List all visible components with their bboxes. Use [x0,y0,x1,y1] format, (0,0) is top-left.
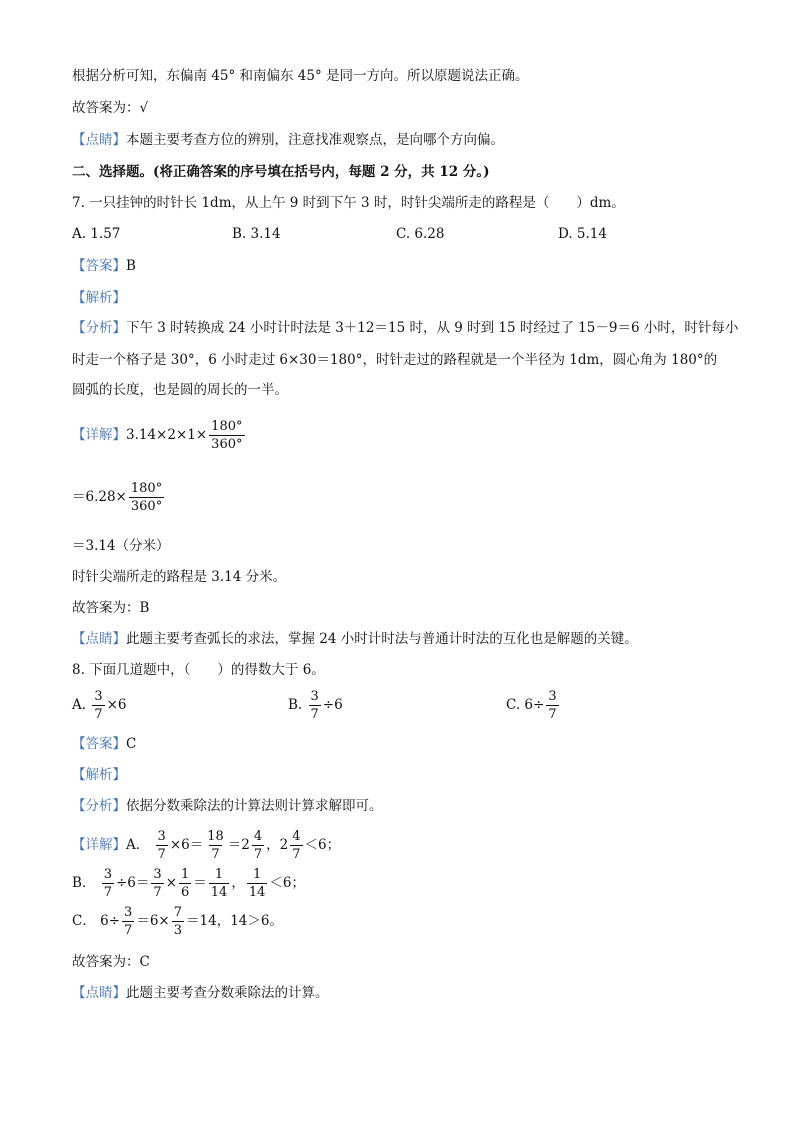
comment-tag: 【点睛】 [72,985,126,1001]
frac-num: 1 [181,867,190,882]
frac-den: 360° [130,499,163,514]
frac-den: 7 [211,847,220,862]
frac-den: 7 [253,847,263,862]
fraction-4-7 [290,829,302,862]
q6-answer: 故答案为：√ [72,100,149,116]
frac-num: 3 [94,689,103,704]
q7-detail-line2 [72,480,166,514]
frac-den: 7 [157,847,166,862]
section-title: 二、选择题。(将正确答案的序号填在括号内，每题 2 分，共 12 分。) [72,164,490,180]
answer-value: C [126,736,137,752]
frac-num: 18 [207,829,224,844]
expr: ＝6× [136,913,170,929]
q8-fenxi [72,796,383,816]
expr: ×6＝ [169,837,204,853]
q8-final-answer: 故答案为：C [72,954,150,970]
fraction-4-7 [252,829,264,862]
fraction-3-7 [102,867,114,900]
fraction-3-7 [309,689,321,722]
detail-tag: 【详解】 [72,837,126,853]
expr: ＝ [193,875,207,891]
frac-den: 7 [310,707,319,722]
item-label: C． [72,913,96,929]
answer-value: B [126,258,136,274]
frac-num: 1 [214,867,224,882]
q7-answer [72,256,136,276]
fraction-3-7 [151,867,163,900]
analysis-tag: 【解析】 [72,290,126,306]
q8-analysis-tag [72,765,126,785]
detail-expr2: ＝6.28× [72,489,127,505]
frac-num: 180° [130,481,163,496]
frac-num: 3 [103,867,112,882]
frac-num: 180° [211,419,243,434]
detail-tag: 【详解】 [72,427,126,443]
fraction-3-7 [122,905,134,938]
q8-option-b [288,688,343,722]
item-label: B． [72,875,96,891]
q7-fenxi-line2: 时走一个格子是 30°，6 小时走过 6×30＝180°，时针走过的路程就是一个半径为 1dm，圆心角为 180°的 [72,352,718,368]
frac-num: 3 [548,689,557,704]
fraction-1-14 [209,867,230,900]
comment-text: 此题主要考查分数乘除法的计算。 [126,985,329,1001]
frac-den: 360° [211,437,243,452]
expr: ÷6＝ [116,875,150,891]
frac-den: 7 [124,923,133,938]
frac-den: 6 [181,885,190,900]
q7-analysis-tag [72,288,126,308]
q8-comment [72,983,329,1003]
fraction-18-7 [205,829,226,862]
analysis-tag: 【解析】 [72,767,126,783]
q8-stem: 8. 下面几道题中，（ ）的得数大于 6。 [72,662,325,678]
q8-option-c [506,688,561,722]
fraction-180-360 [209,419,244,452]
frac-num: 3 [153,867,162,882]
q6-comment [72,130,504,150]
frac-den: 7 [94,707,103,722]
frac-den: 14 [248,885,266,900]
q8-detail-c [72,904,283,938]
fenxi-tag: 【分析】 [72,320,126,336]
comment-tag: 【点睛】 [72,132,126,148]
q7-fenxi-line1 [72,318,738,338]
frac-num: 3 [157,829,166,844]
q6-conclusion: 根据分析可知，东偏南 45° 和南偏东 45° 是同一方向。所以原题说法正确。 [72,68,529,84]
q8-option-a [72,688,127,722]
answer-tag: 【答案】 [72,258,126,274]
frac-num: 3 [124,905,133,920]
q7-detail-line1 [72,418,247,452]
comment-tag: 【点睛】 [72,631,126,647]
frac-den: 3 [173,923,183,938]
opt-label: A. [72,697,87,713]
expr: ＝2 [227,837,250,853]
q7-option-a: A. 1.57 [72,226,121,242]
fraction-1-6 [179,867,191,900]
fraction-1-14 [247,867,268,900]
opt-op: ×6 [106,697,127,713]
fenxi-tag: 【分析】 [72,798,126,814]
fenxi-text: 依据分数乘除法的计算法则计算求解即可。 [126,798,383,814]
opt-label: B. [288,697,303,713]
frac-den: 7 [103,885,112,900]
fraction-3-7 [546,689,558,722]
q7-stem: 7. 一只挂钟的时针长 1dm，从上午 9 时到下午 3 时，时针尖端所走的路程是（ ）dm。 [72,195,625,211]
comment-text: 此题主要考查弧长的求法，掌握 24 小时计时法与普通计时法的互化也是解题的关键。 [126,631,638,647]
q8-answer [72,734,136,754]
expr: 6÷ [100,913,121,929]
q8-detail-b [72,866,305,900]
frac-den: 7 [292,847,301,862]
fraction-3-7 [92,689,104,722]
opt-label: C. 6÷ [506,697,545,713]
q7-option-d: D. 5.14 [558,226,607,242]
item-label: A． [126,837,150,853]
frac-num: 1 [252,867,262,882]
frac-den: 7 [548,707,557,722]
fenxi-text: 下午 3 时转换成 24 小时计时法是 3＋12＝15 时，从 9 时到 15 时经过了 15－9＝6 小时，时针每小 [126,320,739,336]
expr: ，2 [266,837,289,853]
expr: ＜6； [269,875,305,891]
q7-detail-result: ＝3.14（分米） [72,538,170,554]
comment-text: 本题主要考查方位的辨别，注意找准观察点，是向哪个方向偏。 [126,132,504,148]
fraction-7-3 [172,905,184,938]
q7-option-c: C. 6.28 [396,226,445,242]
frac-num: 3 [310,689,319,704]
q8-detail-a [72,828,340,862]
answer-tag: 【答案】 [72,736,126,752]
expr: ， [231,875,245,891]
expr: × [165,875,177,891]
expr: ＝14，14＞6。 [186,913,283,929]
frac-num: 7 [173,905,183,920]
frac-den: 7 [153,885,162,900]
frac-num: 4 [253,829,263,844]
q7-fenxi-line3: 圆弧的长度，也是圆的周长的一半。 [72,382,288,398]
fraction-180-360-b [129,481,164,514]
detail-expr: 3.14×2×1× [126,427,208,443]
fraction-3-7 [156,829,168,862]
frac-den: 14 [210,885,228,900]
q7-option-b: B. 3.14 [232,226,281,242]
q7-comment [72,629,638,649]
opt-op: ÷6 [322,697,343,713]
q7-final-answer: 故答案为：B [72,600,150,616]
expr: ＜6； [304,837,341,853]
frac-num: 4 [292,829,301,844]
q7-summary: 时针尖端所走的路程是 3.14 分米。 [72,569,287,585]
